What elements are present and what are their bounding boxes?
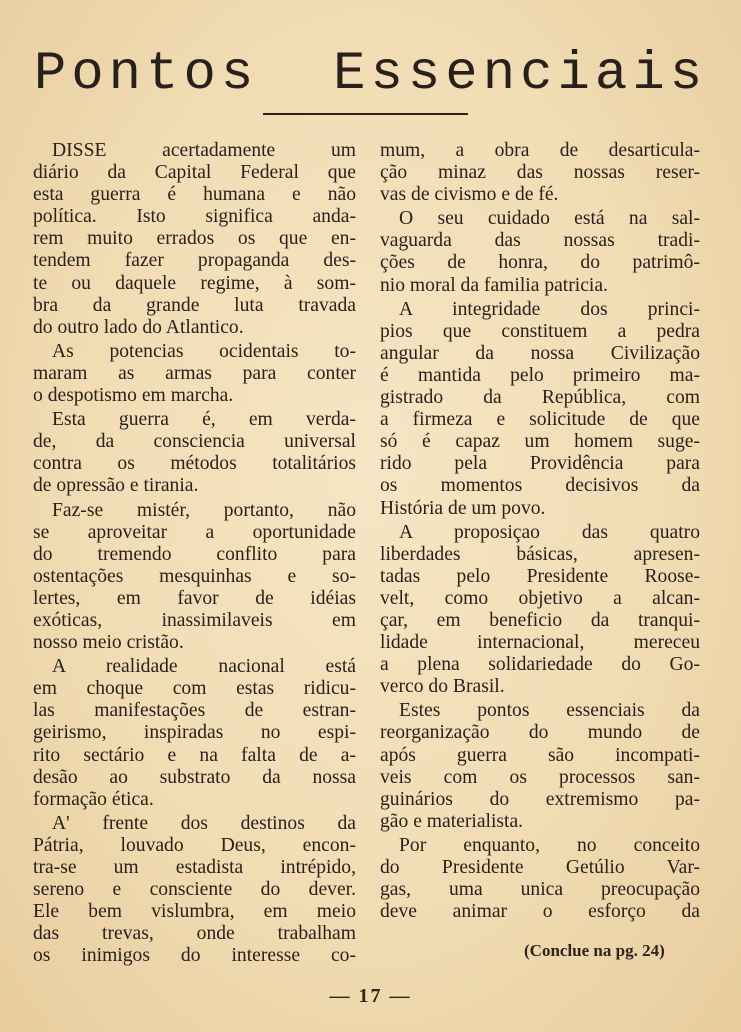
text-line: çar, em beneficio da tranqui-	[380, 609, 700, 631]
text-line: verco do Brasil.	[380, 676, 505, 698]
text-line: A' frente dos destinos da	[52, 812, 356, 834]
text-line: formação ética.	[33, 788, 154, 810]
right-column	[380, 140, 700, 923]
paragraph	[380, 140, 700, 206]
text-line: geirismo, inspiradas no espi-	[33, 722, 356, 744]
text-line: pios que constituem a pedra	[380, 320, 700, 342]
text-line: os inimigos do interesse co-	[33, 945, 356, 967]
text-line: se aproveitar a oportunidade	[33, 521, 356, 543]
left-column	[33, 140, 356, 967]
text-line: tadas pelo Presidente Roose-	[380, 565, 700, 587]
text-line: política. Isto significa anda-	[33, 206, 356, 228]
text-line: lidade internacional, mereceu	[380, 632, 700, 654]
title-underline-divider	[263, 113, 468, 115]
text-line: nio moral da familia patricia.	[380, 274, 608, 296]
text-line: angular da nossa Civilização	[380, 342, 700, 364]
text-line: te ou daquele regime, à som-	[33, 272, 356, 294]
text-line: rido pela Providência para	[380, 453, 700, 475]
text-line: diário da Capital Federal que	[33, 162, 356, 184]
text-line: mum, a obra de desarticula-	[380, 140, 700, 161]
text-line: reorganização do mundo de	[380, 722, 700, 744]
paragraph	[33, 656, 356, 811]
text-line: A integridade dos princi-	[399, 298, 700, 320]
paragraph	[33, 341, 356, 407]
paragraph	[380, 700, 700, 833]
text-line: nosso meio cristão.	[33, 632, 184, 654]
text-line: las manifestações de estran-	[33, 700, 356, 722]
text-line: do Presidente Getúlio Var-	[380, 857, 700, 878]
text-line: bra da grande luta travada	[33, 294, 356, 316]
text-line: Ele bem vislumbra, em meio	[33, 901, 356, 923]
text-line: deve animar o esforço da	[380, 901, 700, 923]
text-line: exóticas, inassimilaveis em	[33, 609, 356, 631]
paragraph	[380, 299, 700, 520]
text-line: DISSE acertadamente um	[52, 140, 356, 161]
paragraph	[380, 835, 700, 923]
text-line: desão ao substrato da nossa	[33, 766, 356, 788]
paragraph	[33, 813, 356, 968]
text-line: esta guerra é humana e não	[33, 184, 356, 206]
text-line: a plena solidariedade do Go-	[380, 654, 700, 676]
text-line: gistrado da República, com	[380, 387, 700, 409]
text-line: guinários do extremismo pa-	[380, 788, 700, 810]
text-line: de, da consciencia universal	[33, 431, 356, 453]
text-line: A realidade nacional está	[52, 656, 356, 678]
text-line: lertes, em favor de idéias	[33, 587, 356, 609]
text-line: a firmeza e solicitude de que	[380, 409, 700, 431]
text-line: Pátria, louvado Deus, encon-	[33, 834, 356, 856]
paragraph	[380, 522, 700, 699]
text-line: As potencias ocidentais to-	[52, 340, 356, 362]
paragraph	[33, 409, 356, 497]
text-line: os momentos decisivos da	[380, 475, 700, 497]
text-line: das trevas, onde trabalham	[33, 923, 356, 945]
paragraph	[380, 208, 700, 296]
text-line: gão e materialista.	[380, 810, 524, 832]
text-line: Faz-se mistér, portanto, não	[52, 499, 356, 521]
text-line: Por enquanto, no conceito	[399, 834, 700, 856]
page-number: — 17 —	[329, 985, 412, 1007]
text-line: contra os métodos totalitários	[33, 453, 356, 475]
text-line: do tremendo conflito para	[33, 543, 356, 565]
text-line: maram as armas para conter	[33, 362, 356, 384]
text-line: o despotismo em marcha.	[33, 385, 234, 407]
text-line: do outro lado do Atlantico.	[33, 316, 244, 338]
text-line: sereno e consciente do dever.	[33, 879, 356, 901]
text-line: liberdades básicas, apresen-	[380, 543, 700, 565]
text-line: História de um povo.	[380, 497, 546, 519]
text-line: gas, uma unica preocupação	[380, 879, 700, 901]
text-line: ostentações mesquinhas e so-	[33, 565, 356, 587]
text-line: ção minaz das nossas reser-	[380, 162, 700, 184]
text-line: em choque com estas ridicu-	[33, 678, 356, 700]
text-line: tendem fazer propaganda des-	[33, 250, 356, 272]
page-title: Pontos Essenciais	[33, 44, 708, 105]
text-line: após guerra são incompati-	[380, 744, 700, 766]
text-line: veis com os processos san-	[380, 766, 700, 788]
continuation-note: (Conclue na pg. 24)	[524, 941, 665, 960]
text-line: tra-se um estadista intrépido,	[33, 857, 356, 878]
paragraph	[33, 500, 356, 655]
text-line: vas de civismo e de fé.	[380, 184, 559, 206]
text-line: de opressão e tirania.	[33, 475, 199, 497]
text-line: O seu cuidado está na sal-	[399, 208, 700, 230]
text-line: rito sectário e na falta de a-	[33, 744, 356, 766]
text-line: vaguarda das nossas tradi-	[380, 230, 700, 252]
text-line: velt, como objetivo a alcan-	[380, 587, 700, 609]
text-line: Estes pontos essenciais da	[399, 700, 700, 722]
text-line: só é capaz um homem suge-	[380, 431, 700, 453]
text-line: Esta guerra é, em verda-	[52, 409, 356, 431]
text-line: é mantida pelo primeiro ma-	[380, 364, 700, 386]
text-line: A proposiçao das quatro	[399, 521, 700, 543]
text-line: rem muito errados os que en-	[33, 228, 356, 250]
text-line: ções de honra, do patrimô-	[380, 252, 700, 274]
paragraph	[33, 140, 356, 339]
